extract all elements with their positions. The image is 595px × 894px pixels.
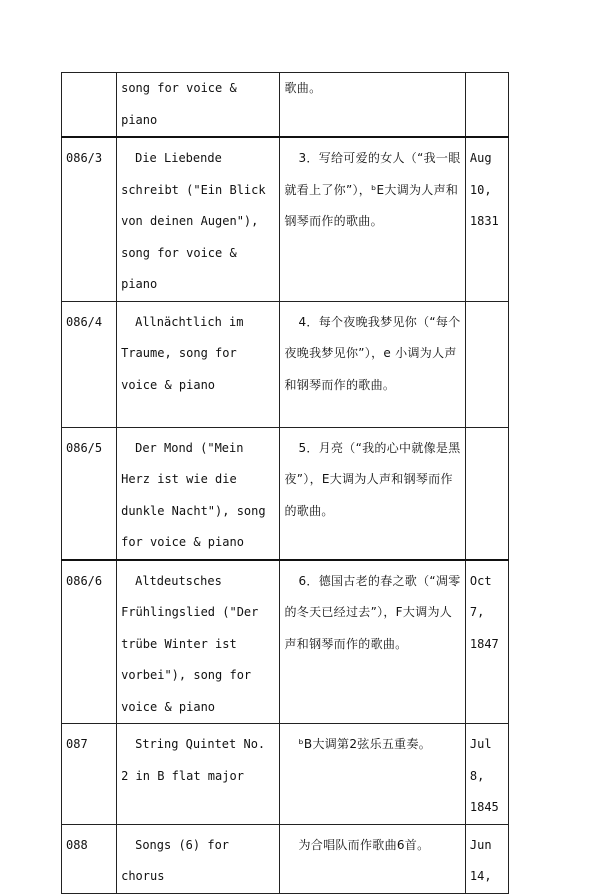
english-title-cell: [117, 137, 280, 301]
date-cell: [465, 301, 508, 427]
opus-number-cell: 088: [62, 824, 117, 893]
chinese-title-cell: [280, 73, 465, 138]
table-row: [62, 73, 509, 138]
english-title-cell: [117, 427, 280, 560]
table-row: [62, 301, 509, 427]
date-cell: Oct 7, 1847: [465, 560, 508, 724]
chinese-title: 3．写给可爱的女人（“我一眼就看上了你”），ᵇE大调为人声和钢琴而作的歌曲。: [284, 151, 461, 228]
english-title: Der Mond ("Mein Herz ist wie die dunkle Nacht"), song for voice & piano: [121, 440, 266, 549]
table-row: [62, 824, 509, 893]
chinese-title: 为合唱队而作歌曲6首。: [298, 837, 430, 852]
english-title-cell: [117, 73, 280, 138]
opus-number-cell: [62, 73, 117, 138]
chinese-title-cell: [280, 724, 465, 825]
opus-number-cell: 086/3: [62, 137, 117, 301]
date-cell: Jun 14,: [465, 824, 508, 893]
chinese-title: 5．月亮（“我的心中就像是黑夜”），E大调为人声和钢琴而作的歌曲。: [284, 440, 461, 518]
english-title-cell: [117, 301, 280, 427]
chinese-title-cell: [280, 137, 465, 301]
date-cell: [465, 73, 508, 138]
date-cell: Aug 10, 1831: [465, 137, 508, 301]
table-row: [62, 560, 509, 724]
chinese-title: 歌曲。: [284, 81, 322, 95]
english-title: Altdeutsches Frühlingslied ("Der trübe Winter ist vorbei"), song for voice & piano: [121, 573, 259, 714]
chinese-title: ᵇB大调第2弦乐五重奏。: [298, 737, 432, 751]
table-row: [62, 427, 509, 560]
chinese-title-cell: [280, 560, 465, 724]
english-title: Allnächtlich im Traume, song for voice & piano: [121, 314, 244, 392]
opus-number-cell: 086/6: [62, 560, 117, 724]
english-title: Songs (6) for chorus: [121, 837, 230, 883]
english-title: String Quintet No. 2 in B flat major: [121, 737, 266, 783]
table-row: [62, 724, 509, 825]
chinese-title-cell: [280, 427, 465, 560]
works-catalog-table: [61, 72, 509, 894]
opus-number-cell: 087: [62, 724, 117, 825]
opus-number-cell: 086/4: [62, 301, 117, 427]
english-title-cell: [117, 724, 280, 825]
chinese-title-cell: [280, 824, 465, 893]
english-title: song for voice & piano: [121, 81, 237, 127]
english-title-cell: [117, 560, 280, 724]
catalog-page: [61, 72, 509, 894]
date-cell: Jul 8, 1845: [465, 724, 508, 825]
opus-number-cell: 086/5: [62, 427, 117, 560]
chinese-title-cell: [280, 301, 465, 427]
english-title: Die Liebende schreibt ("Ein Blick von deinen Augen"), song for voice & piano: [121, 151, 266, 291]
english-title-cell: [117, 824, 280, 893]
date-cell: [465, 427, 508, 560]
table-row: [62, 137, 509, 301]
chinese-title: 6．德国古老的春之歌（“凋零的冬天已经过去”），F大调为人声和钢琴而作的歌曲。: [284, 573, 461, 651]
chinese-title: 4．每个夜晚我梦见你（“每个夜晚我梦见你”），e 小调为人声和钢琴而作的歌曲。: [284, 314, 461, 392]
